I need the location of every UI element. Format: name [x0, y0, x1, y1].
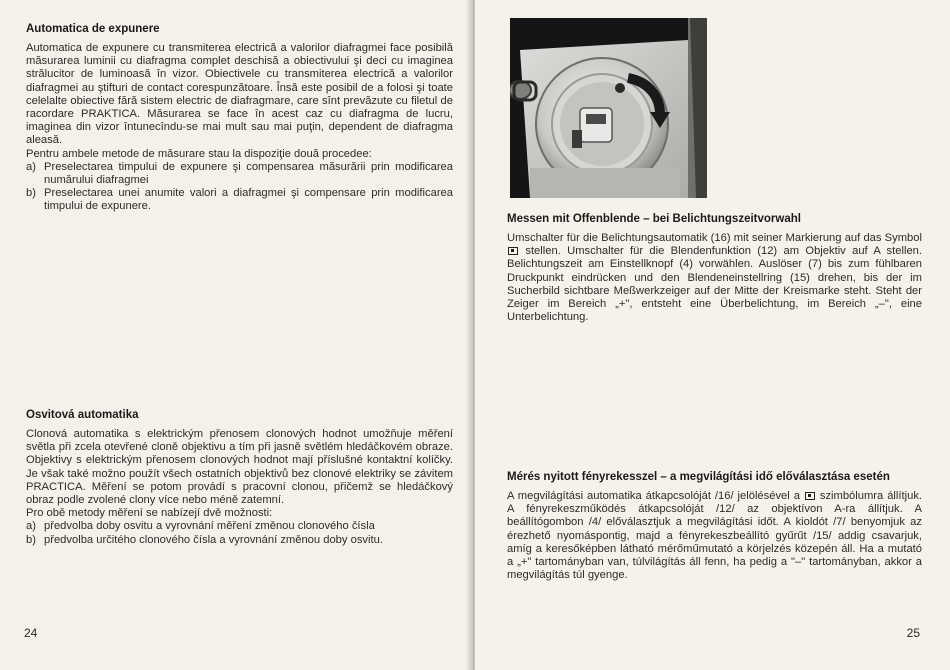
hungarian-body: [507, 490, 922, 582]
czech-body: Clonová automatika s elektrickým přenosem clonových hodnot umožňuje měření světla při zcela otevřené cloně objektivu a tím při jasně světlém hledáčkovém obraze. Objektivy s elektrickým přenosem clonových hodnot mají příslušné kontaktní kolíčky. Je však také možno použít všech ostatních objektivů bez clonové elektriky se závitem PRACTICA. Měření se potom provádí s pracovní clonou, přičemž se hledáčkový obraz podle zvolené clony více nebo méně zatemní.: [26, 428, 453, 507]
hungarian-body-part2: szimbólumra állítjuk. A fényrekeszműködés átkapcsolóját /12/ az objektívon A-ra állítjuk. A beállítógombon /4/ előválasztjuk a megvilágítási időt. A kioldót /7/ benyomjuk az érezhető nyomáspontig, majd a fényrekeszbeállító gyűrűt /15/ addig csavarjuk, amíg a keresőképben látható mérőműmutató a körjelzés közepén áll. Ha a mutató a „+" tartományban van, túlvilágítás áll fenn, ha pedig a "–" tartományban, akkor a megvilágítás túl gyenge.: [507, 490, 923, 582]
list-marker: a): [26, 520, 36, 533]
list-item: [26, 520, 453, 533]
romanian-list: [26, 161, 453, 214]
right-page: [475, 0, 950, 670]
hungarian-heading: Mérés nyitott fényrekesszel – a megvilágítási idő előválasztása esetén: [507, 471, 890, 483]
list-marker: a): [26, 160, 36, 173]
german-heading: Messen mit Offenblende – bei Belichtungszeitvorwahl: [507, 213, 801, 225]
list-marker: b): [26, 533, 36, 546]
hungarian-section: [507, 470, 922, 582]
czech-intro: Pro obě metody měření se nabízejí dvě možnosti:: [26, 507, 273, 520]
list-item: [26, 161, 453, 187]
czech-heading: Osvitová automatika: [26, 409, 139, 421]
german-body-part1: Umschalter für die Belichtungsautomatik (16) mit seiner Markierung auf das Symbol: [507, 232, 922, 244]
list-marker: b): [26, 187, 36, 200]
list-item: [26, 534, 453, 547]
list-item: [26, 187, 453, 213]
czech-list: [26, 520, 453, 546]
camera-photo: [510, 18, 707, 198]
german-body-part2: stellen. Umschalter für die Blendenfunktion (12) am Objektiv auf A stellen. Belichtungszeit am Einstellknopf (4) vorwählen. Auslöser (7) bis zum fühlbaren Druckpunkt eindrücken und den Blendeneinstellring (15) drehen, bis der im Sucherbild sichtbare Meßwerkzeiger auf der Mitte der Kreismarke steht. Steht der Zeiger im Bereich „+", entsteht eine Überbelichtung, im Bereich „–", eine Unterbelichtung.: [507, 245, 923, 324]
romanian-body: Automatica de expunere cu transmiterea electrică a valorilor diafragmei face posibilă măsurarea luminii cu diafragma complet deschisă a obiectivului şi deci cu imaginea strălucitor de luminoasă în vizor. Obiectivele cu transmiterea electrică a valorilor diafragmei au ştifturi de contact corespunzătoare. Însă este posibil de a folosi şi toate celelalte obiective fără sistem electric de diafragmare, care sînt prevăzute cu filetul de racordare PRAKTICA. Măsurarea se face în acest caz cu diafragma de lucru, imaginea din vizor întunecîndu-se mai mult sau mai puţin, dependent de diafragma aleasă.: [26, 42, 453, 147]
romanian-heading: Automatica de expunere: [26, 23, 160, 35]
page-number-left: 24: [24, 626, 38, 640]
romanian-intro: Pentru ambele metode de măsurare stau la dispoziţie două procedee:: [26, 147, 372, 160]
list-text: předvolba určitého clonového čísla a vyrovnání změnou doby osvitu.: [44, 533, 383, 546]
hungarian-body-part1: A megvilágítási automatika átkapcsolóját /16/ jelölésével a: [507, 490, 800, 502]
automatic-mode-symbol-icon: [508, 247, 518, 255]
camera-mode-switch-illustration: [510, 18, 707, 198]
left-page: [0, 0, 471, 670]
automatic-mode-symbol-icon: [805, 492, 815, 500]
czech-section: [26, 408, 453, 547]
german-body: [507, 232, 922, 324]
list-text: Preselectarea timpului de expunere şi compensarea măsurării prin modificarea numărului diafragmei: [44, 160, 453, 187]
page-number-right: 25: [906, 626, 920, 640]
romanian-section: [26, 22, 453, 214]
list-text: Preselectarea unei anumite valori a diafragmei şi compensare prin modificarea timpului de expunere.: [44, 187, 453, 213]
list-text: předvolba doby osvitu a vyrovnání měření změnou clonového čísla: [44, 520, 375, 533]
german-section: [507, 212, 922, 324]
